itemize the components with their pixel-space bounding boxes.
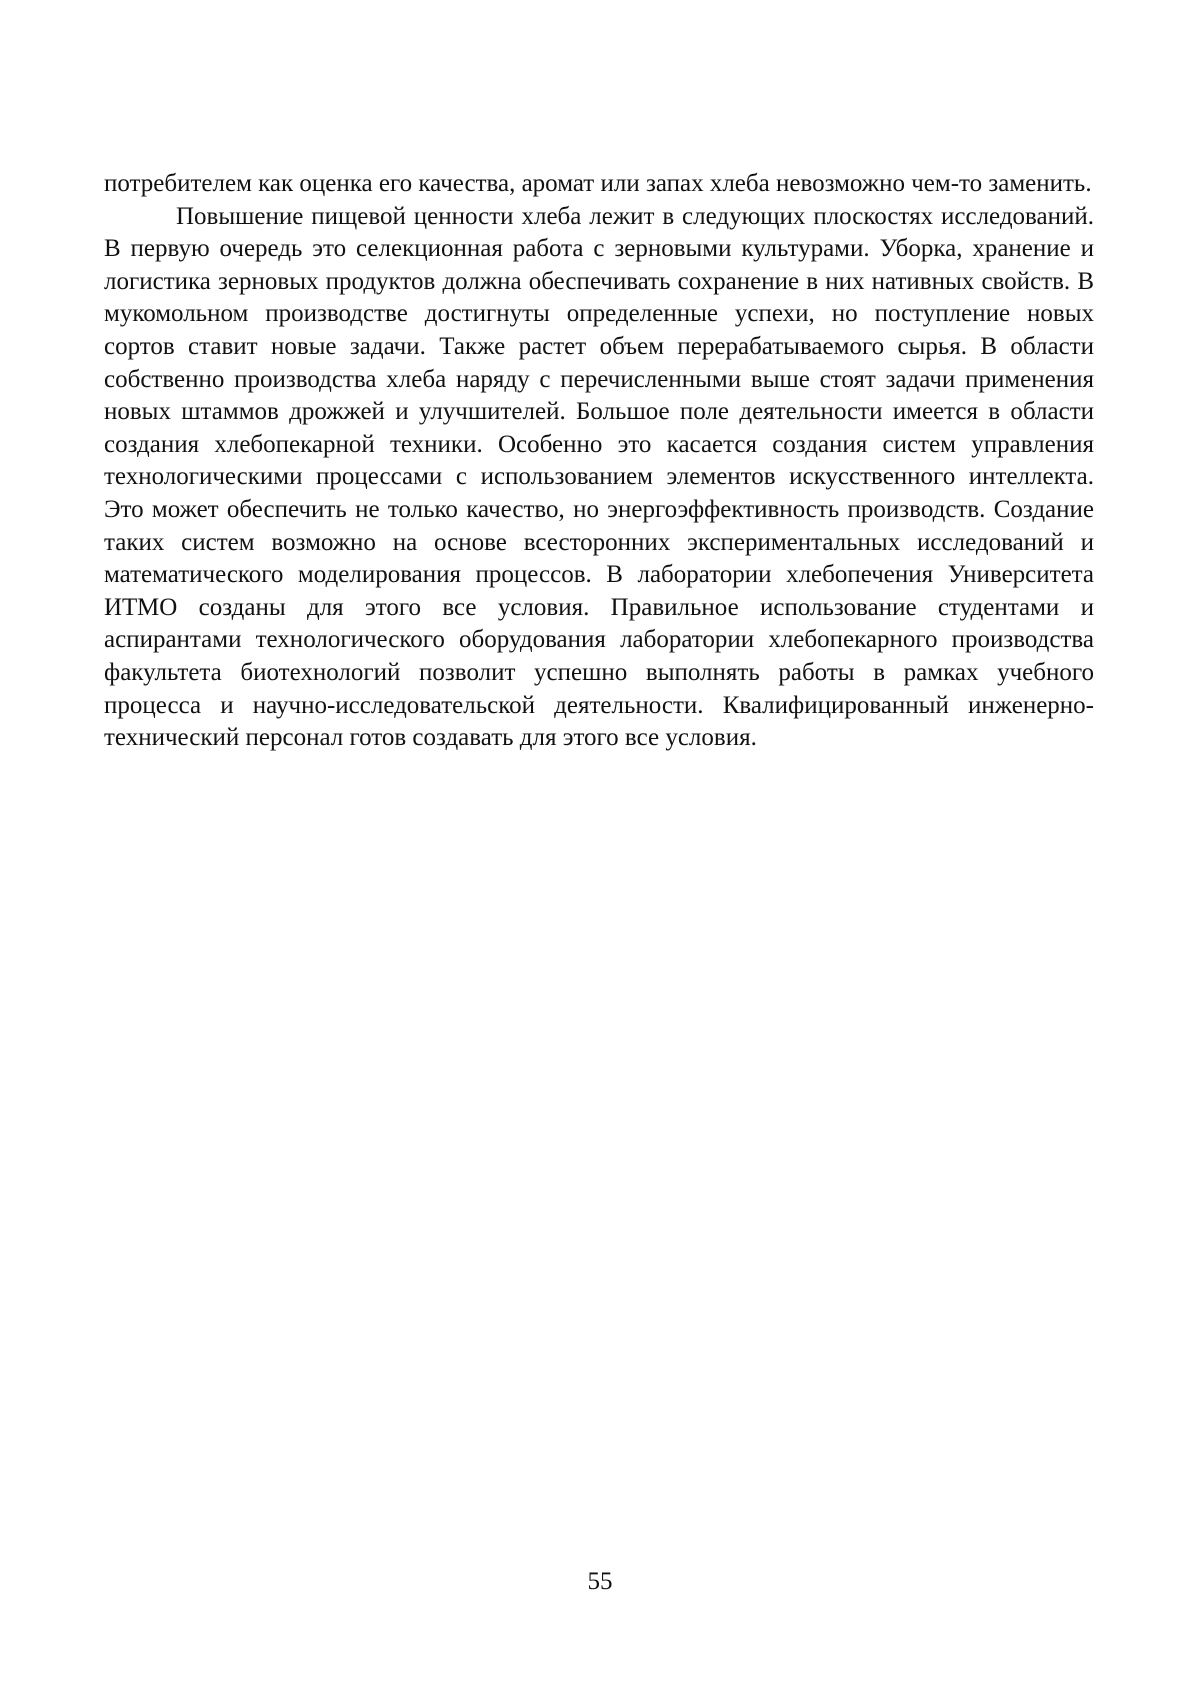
body-text (104, 168, 1094, 755)
paragraph-continuation: потребителем как оценка его качества, аромат или запах хлеба невозможно чем-то заменить. (104, 170, 1092, 197)
paragraph-bread-nutrition: Повышение пищевой ценности хлеба лежит в следующих плоскостях исследований. В первую очередь это селекционная работа с зерновыми культурами. Уборка, хранение и логистика зерновых продуктов должна обеспечивать сохранение в них нативных свойств. В мукомольном производстве достигнуты определенные успехи, но поступление новых сортов ставит новые задачи. Также растет объем перерабатываемого сырья. В области собственно производства хлеба наряду с перечисленными выше стоят задачи применения новых штаммов дрожжей и улучшителей. Большое поле деятельности имеется в области создания хлебопекарной техники. Особенно это касается создания систем управления технологическими процессами с использованием элементов искусственного интеллекта. Это может обеспечить не только качество, но энергоэффективность производств. Создание таких систем возможно на основе всесторонних экспериментальных исследований и математического моделирования процессов. В лаборатории хлебопечения Университета ИТМО созданы для этого все условия. Правильное использование студентами и аспирантами технологического оборудования лаборатории хлебопекарного производства факультета биотехнологий позволит успешно выполнять работы в рамках учебного процесса и научно-исследовательской деятельности. Квалифицированный инженерно- технический персонал готов создавать для этого все условия. (104, 202, 1094, 752)
page-number: 55 (587, 1568, 613, 1595)
